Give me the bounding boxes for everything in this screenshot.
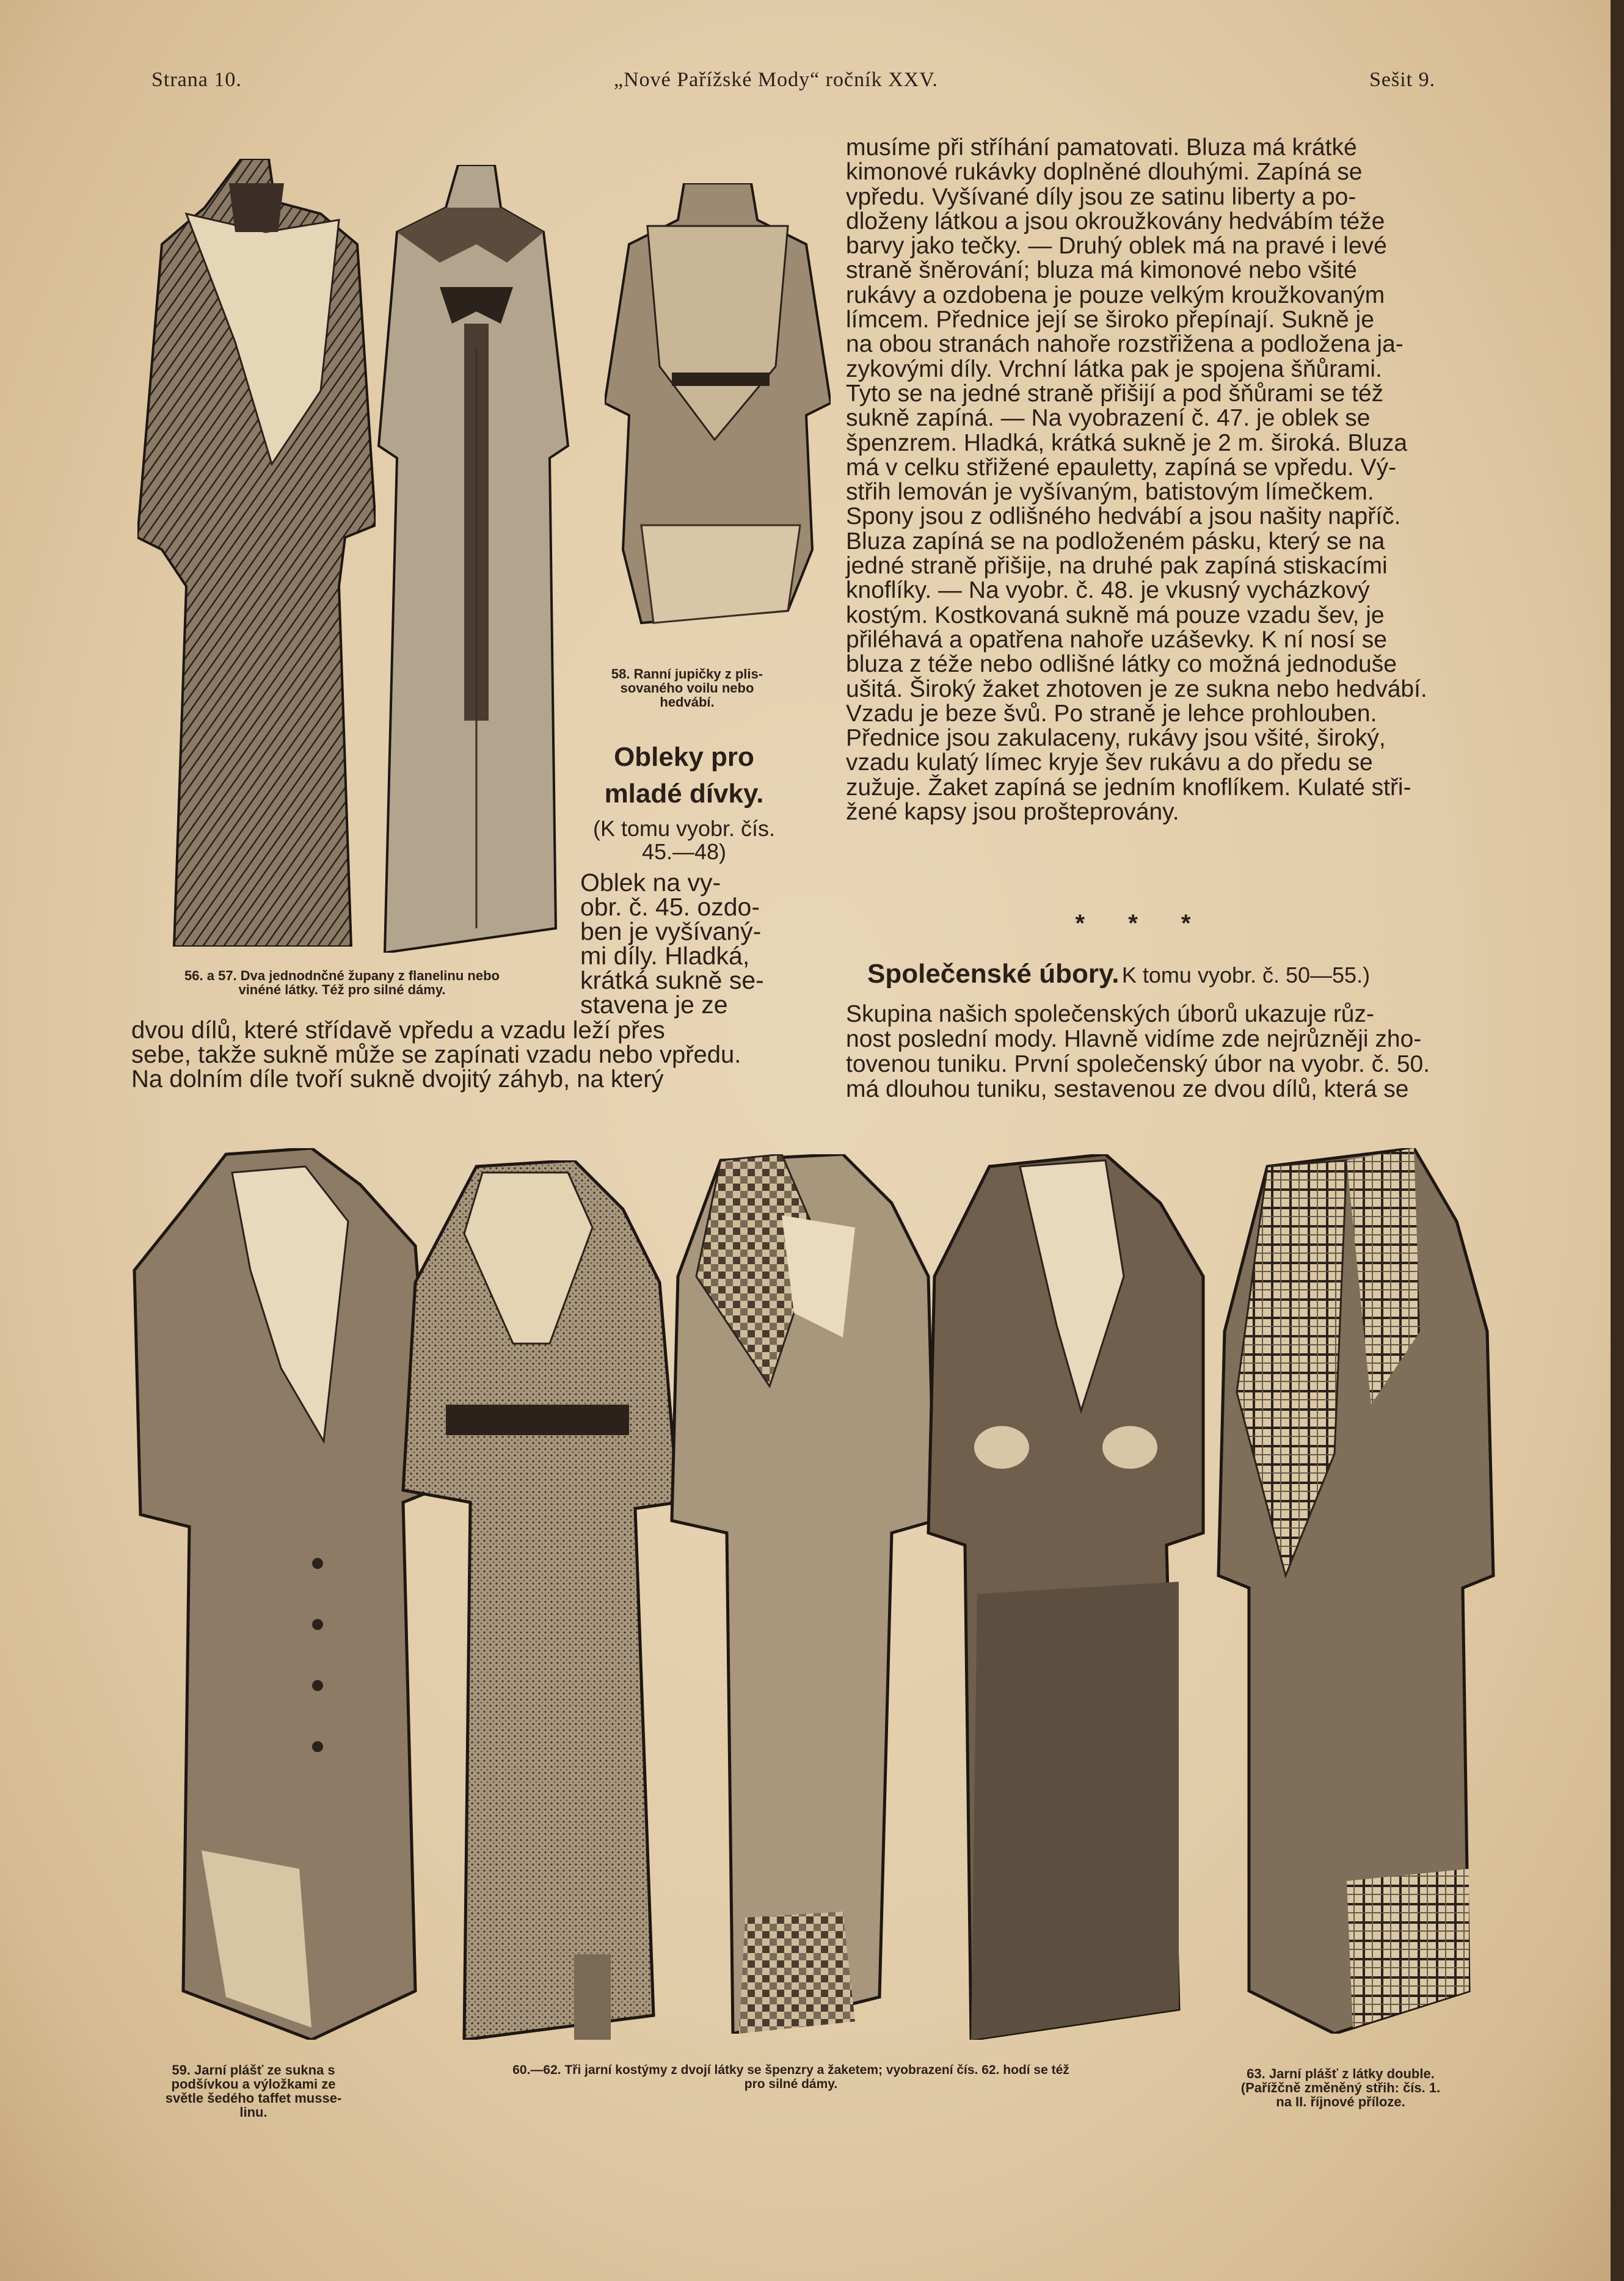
caption-63: 63. Jarní plášť z látky double. (Pařížčně změněný střih: čís. 1. na II. říjnové příloze. (1240, 2066, 1441, 2109)
figure-57-gown (373, 165, 574, 953)
figure-62-costume (922, 1154, 1209, 2040)
section-obleky-ref-2: 45.—48) (641, 839, 727, 864)
section-obleky-ref-1: (K tomu vyobr. čís. (592, 816, 776, 841)
journal-title: „Nové Pařížské Mody“ ročník XXV. (614, 68, 938, 91)
page-number: Strana 10. (151, 68, 242, 91)
caption-60-62: 60.—62. Tři jarní kostýmy z dvojí látky se špenzry a žaketem; vyobrazení čís. 62. hodí se též pro silné dámy. (512, 2063, 1069, 2091)
section-spolecenske-heading (867, 959, 1370, 989)
section-divider-stars: * * * (1075, 910, 1209, 937)
section-spolecenske-ref: K tomu vyobr. č. 50—55.) (1121, 962, 1371, 988)
section-spolecenske-title: Společenské úbory. (867, 959, 1120, 989)
figure-60-costume (391, 1160, 696, 2040)
caption-58: 58. Ranní jupičky z plis- sovaného voilu nebo hedvábí. (611, 666, 763, 710)
section-obleky-title-2: mladé dívky. (604, 779, 764, 809)
right-column-text: musíme při stříhání pamatovati. Bluza má krátké kimonové rukávky doplněné dlouhými. Zapíná se vpředu. Vyšívané díly jsou ze satinu liberty a po- dloženy látkou a jsou okroužkovány hedvábím téže barvy jako tečky. — Druhý oblek má na pravé i levé straně šněrování; bluza má kimonové nebo všité rukávy a ozdobena je pouze velkým kroužkovaným límcem. Přednice její se široko přepínají. Sukně je na obou stranách nahoře rozstřižena a podložena ja- zykovými díly. Vrchní látka pak je spojena šňůrami. Tyto se na jedné straně přišijí a pod šňůrami se též sukně zapíná. — Na vyobrazení č. 47. je oblek se špenzrem. Hladká, krátká sukně je 2 m. široká. Bluza má v celku střižené epauletty, zapíná se vpředu. Vý- střih lemován je vyšívaným, batistovým límečkem. Spony jsou z odlišného hedvábí a jsou našity napříč. Bluza zapíná se na podloženém pásku, který se na jedné straně přišije, na druhé pak zapíná stiskacími knoflíky. — Na vyobr. č. 48. je vkusný vycházkový kostým. Kostkovaná sukně má pouze vzadu šev, je přiléhavá a opatřena nahoře uzáševky. K ní nosí se bluza z téže nebo odlišné látky co možná jednoduše ušitá. Široký žaket zhotoven je ze sukna nebo hedvábí. Vzadu je beze švů. Po straně je lehce prohlouben. Přednice jsou zakulaceny, rukávy jsou všité, široký, vzadu kulatý límec kryje šev rukávu a do předu se zužuje. Žaket zapíná se jedním knoflíkem. Kulaté stři- žené kapsy jsou prošteprovány. (846, 134, 1427, 826)
figure-58-jacket (605, 183, 831, 635)
issue-number: Sešit 9. (1369, 68, 1436, 91)
left-column-text: dvou dílů, které střídavě vpředu a vzadu leží přes sebe, takže sukně může se zapínati vzadu nebo vpředu. Na dolním díle tvoří sukně dvojitý záhyb, na který (131, 1017, 741, 1093)
figure-63-coat (1212, 1148, 1499, 2034)
spolecenske-text: Skupina našich společenských úborů ukazuje růz- nost poslední mody. Hlavně vidíme zde nejrůzněji zho- tovenou tuniku. První společenský úbor na vyobr. č. 50. má dlouhou tuniku, sestavenou ze dvou dílů, která se (846, 1001, 1430, 1102)
section-obleky (574, 739, 794, 864)
middle-column: Oblek na vy- obr. č. 45. ozdo- ben je vyšívaný- mi díly. Hladká, krátká sukně se- stavena je ze (580, 868, 764, 1019)
caption-56-57: 56. a 57. Dva jednodnčné župany z flanelinu nebo vinéné látky. Též pro silné dámy. (184, 968, 500, 997)
section-obleky-title-1: Obleky pro (614, 742, 754, 772)
figure-56-gown (137, 159, 376, 947)
caption-59: 59. Jarní plášť ze sukna s podšívkou a výložkami ze světle šedého taffet musse- linu. (165, 2062, 342, 2120)
figure-61-costume (660, 1154, 947, 2034)
